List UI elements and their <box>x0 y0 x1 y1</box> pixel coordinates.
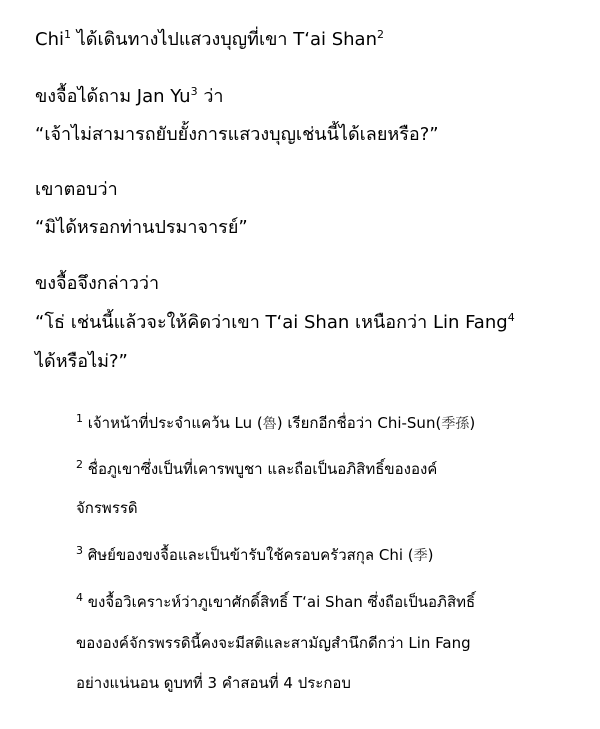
footnote-ref-2: 2 <box>376 28 384 41</box>
footnote-2 <box>76 459 437 479</box>
text: ศิษย์ของขงจื้อและเป็นข้ารับใช้ครอบครัวสกุล Chi ( <box>83 546 414 564</box>
footnote-ref-4: 4 <box>507 311 515 324</box>
text: ) <box>469 414 476 432</box>
text: เจ้าหน้าที่ประจำแคว้น Lu ( <box>83 414 263 432</box>
footnote-number: 3 <box>76 544 83 557</box>
text: ได้เดินทางไปแสวงบุญที่เขา T‘ai Shan <box>70 29 377 50</box>
text: ชื่อภูเขาซึ่งเป็นที่เคารพบูชา และถือเป็นอภิสิทธิ์ขององค์ <box>83 460 438 478</box>
footnote-2-cont: จักรพรรดิ <box>76 499 138 517</box>
footnote-4-cont-2: อย่างแน่นอน ดูบทที่ 3 คำสอนที่ 4 ประกอบ <box>76 674 351 692</box>
text: ว่า <box>197 86 224 107</box>
cjk-text: 季 <box>413 548 428 564</box>
story-line-3: “เจ้าไม่สามารถยับยั้งการแสวงบุญเช่นนี้ได้เลยหรือ?” <box>35 124 439 145</box>
text: ขงจื้อวิเคราะห์ว่าภูเขาศักดิ์สิทธิ์ T‘ai Shan ซึ่งถือเป็นอภิสิทธิ์ <box>83 593 476 611</box>
footnote-3 <box>76 545 433 566</box>
footnote-1 <box>76 413 475 434</box>
footnote-ref-1: 1 <box>63 28 71 41</box>
story-line-4: เขาตอบว่า <box>35 179 118 200</box>
footnote-4-cont-1: ขององค์จักรพรรดินี้คงจะมีสติและสามัญสำนึกดีกว่า Lin Fang <box>76 634 471 652</box>
cjk-text: 魯 <box>262 416 277 432</box>
text: “โธ่ เช่นนี้แล้วจะให้คิดว่าเขา T‘ai Shan เหนือกว่า Lin Fang <box>35 312 508 333</box>
cjk-text: 季孫 <box>441 416 470 432</box>
footnote-ref-3: 3 <box>190 85 198 98</box>
story-line-6: ขงจื้อจึงกล่าวว่า <box>35 273 160 294</box>
story-line-2 <box>35 85 224 109</box>
text: ขงจื้อได้ถาม Jan Yu <box>35 86 191 107</box>
story-line-5: “มิได้หรอกท่านปรมาจารย์” <box>35 217 248 238</box>
story-line-7 <box>35 311 515 335</box>
footnote-4 <box>76 592 475 612</box>
text: ) <box>427 546 434 564</box>
text: Chi <box>35 29 64 50</box>
footnote-number: 1 <box>76 412 83 425</box>
story-line-8: ได้หรือไม่?” <box>35 351 128 372</box>
footnote-number: 2 <box>76 458 83 471</box>
text: ) เรียกอีกชื่อว่า Chi-Sun( <box>276 414 442 432</box>
footnote-number: 4 <box>76 591 83 604</box>
story-line-1 <box>35 28 384 52</box>
